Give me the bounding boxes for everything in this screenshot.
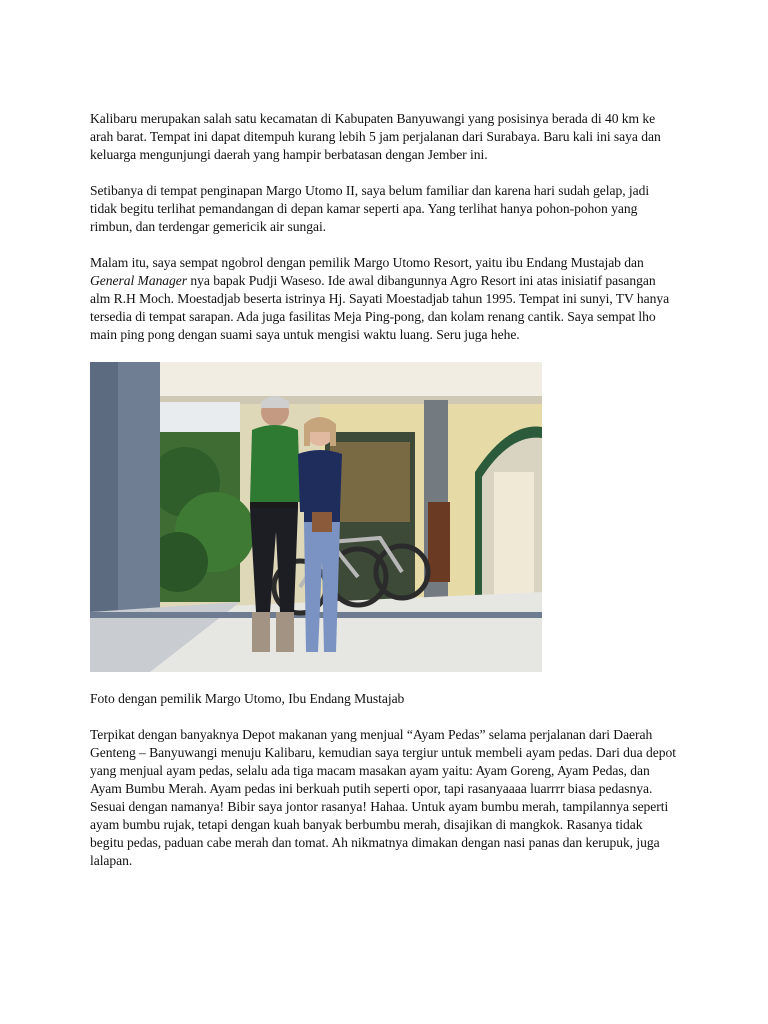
- paragraph-ayam-pedas-text: Terpikat dengan banyaknya Depot makanan yang menjual “Ayam Pedas” selama perjalanan dari Daerah Genteng – Banyuwangi menuju Kalibaru, kemudian saya tergiur untuk membeli ayam pedas. Dari dua depot yang menjual ayam pedas, selalu ada tiga macam masakan ayam yaitu: Ayam Goreng, Ayam Pedas, dan Ayam Bumbu Merah. Ayam pedas ini berkuah putih seperti opor, tapi rasanyaaaa luarrrr biasa pedasnya. Sesuai dengan namanya! Bibir saya jontor rasanya! Hahaa. Untuk ayam bumbu merah, tampilannya seperti ayam bumbu rujak, tetapi dengan kuah banyak berbumbu merah, disajikan di mangkok. Rasanya tidak begitu pedas, paduan cabe merah dan tomat. Ah nikmatnya dimakan dengan nasi panas dan kerupuk, juga lalapan.: [90, 727, 676, 868]
- paragraph-owner-emphasis: General Manager: [90, 273, 188, 288]
- paragraph-owner: [90, 254, 676, 344]
- photo-caption-text: Foto dengan pemilik Margo Utomo, Ibu Endang Mustajab: [90, 691, 405, 706]
- paragraph-owner-text-b: nya bapak Pudji Waseso. Ide awal dibangunnya Agro Resort ini atas inisiatif pasangan alm R.H Moch. Moestadjab beserta istrinya Hj. Sayati Moestadjab tahun 1995. Tempat ini sunyi, TV hanya tersedia di tempat sarapan. Ada juga fasilitas Meja Ping-pong, dan kolam renang cantik. Saya sempat lho main ping pong dengan suami saya untuk mengisi waktu luang. Seru juga hehe.: [90, 273, 670, 342]
- paragraph-arrival: [90, 182, 676, 236]
- paragraph-arrival-text: Setibanya di tempat penginapan Margo Utomo II, saya belum familiar dan karena hari sudah gelap, jadi tidak begitu terlihat pemandangan di depan kamar seperti apa. Yang terlihat hanya pohon-pohon yang rimbun, dan terdengar gemericik air sungai.: [90, 183, 650, 234]
- paragraph-ayam-pedas: [90, 726, 676, 870]
- photo-owner: [90, 362, 542, 672]
- photo-caption: [90, 690, 676, 708]
- paragraph-intro: [90, 110, 676, 164]
- document-body: [90, 110, 676, 888]
- paragraph-owner-text-a: Malam itu, saya sempat ngobrol dengan pemilik Margo Utomo Resort, yaitu ibu Endang Mustajab dan: [90, 255, 644, 270]
- paragraph-intro-text: Kalibaru merupakan salah satu kecamatan di Kabupaten Banyuwangi yang posisinya berada di 40 km ke arah barat. Tempat ini dapat ditempuh kurang lebih 5 jam perjalanan dari Surabaya. Baru kali ini saya dan keluarga mengunjungi daerah yang hampir berbatasan dengan Jember ini.: [90, 111, 661, 162]
